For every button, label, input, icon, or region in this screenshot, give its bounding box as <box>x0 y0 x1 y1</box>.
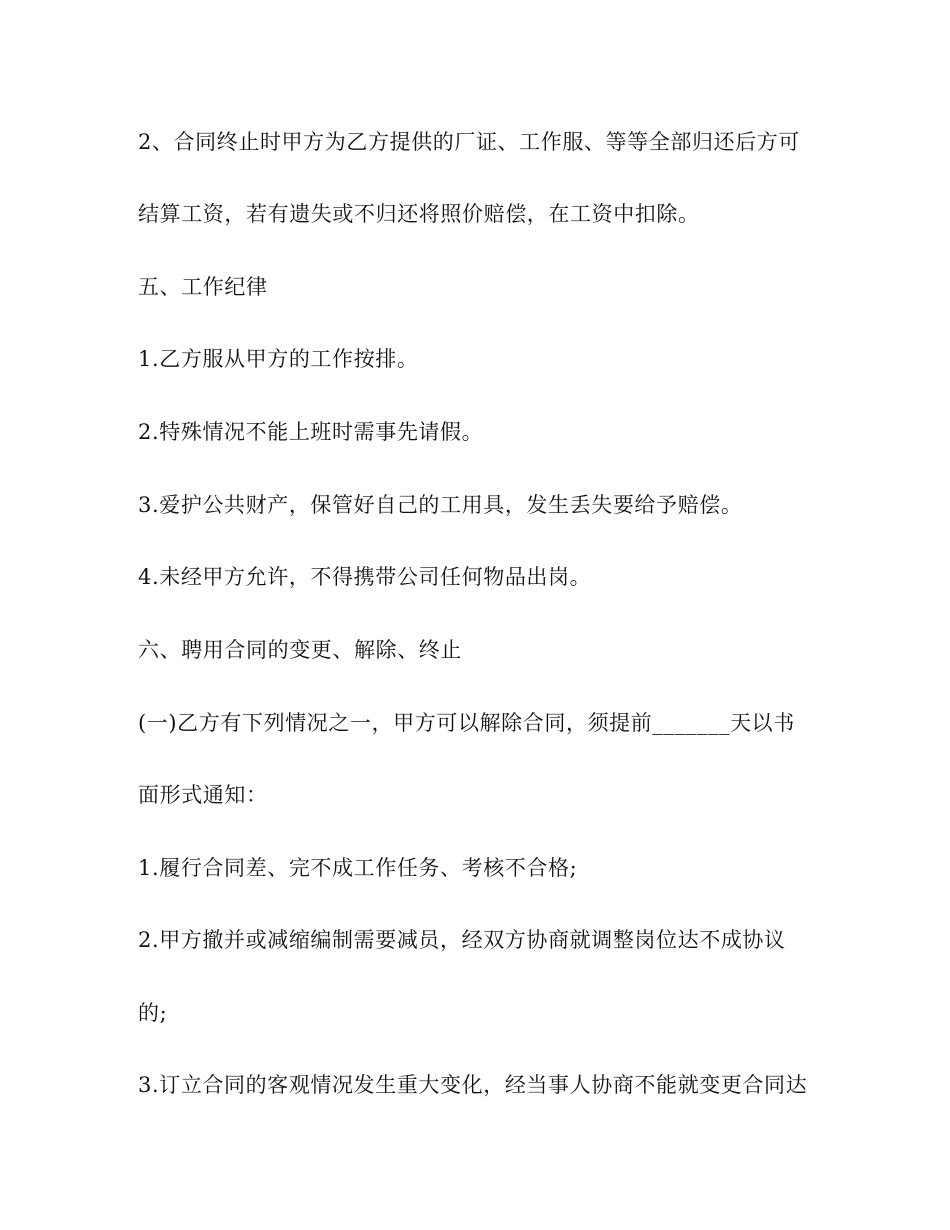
section-heading: 五、工作纪律 <box>138 275 268 299</box>
text-line: 3.爱护公共财产，保管好自己的工用具，发生丢失要给予赔偿。 <box>138 493 743 517</box>
text-line: 的; <box>138 1001 168 1025</box>
text-line: 2.特殊情况不能上班时需事先请假。 <box>138 420 484 444</box>
text-line: 4.未经甲方允许，不得携带公司任何物品出岗。 <box>138 565 592 589</box>
text-line: 1.乙方服从甲方的工作按排。 <box>138 347 419 371</box>
text-line: 结算工资，若有遗失或不归还将照价赔偿，在工资中扣除。 <box>138 202 700 226</box>
text-line: 1.履行合同差、完不成工作任务、考核不合格; <box>138 856 578 880</box>
text-line: 2、合同终止时甲方为乙方提供的厂证、工作服、等等全部归还后方可 <box>138 130 800 154</box>
text-line: (一)乙方有下列情况之一，甲方可以解除合同，须提前_______天以书 <box>138 711 795 735</box>
text-line: 面形式通知： <box>138 783 268 807</box>
section-heading: 六、聘用合同的变更、解除、终止 <box>138 638 462 662</box>
text-line: 3.订立合同的客观情况发生重大变化，经当事人协商不能就变更合同达 <box>138 1073 808 1097</box>
text-line: 2.甲方撤并或减缩编制需要减员，经双方协商就调整岗位达不成协议 <box>138 928 786 952</box>
